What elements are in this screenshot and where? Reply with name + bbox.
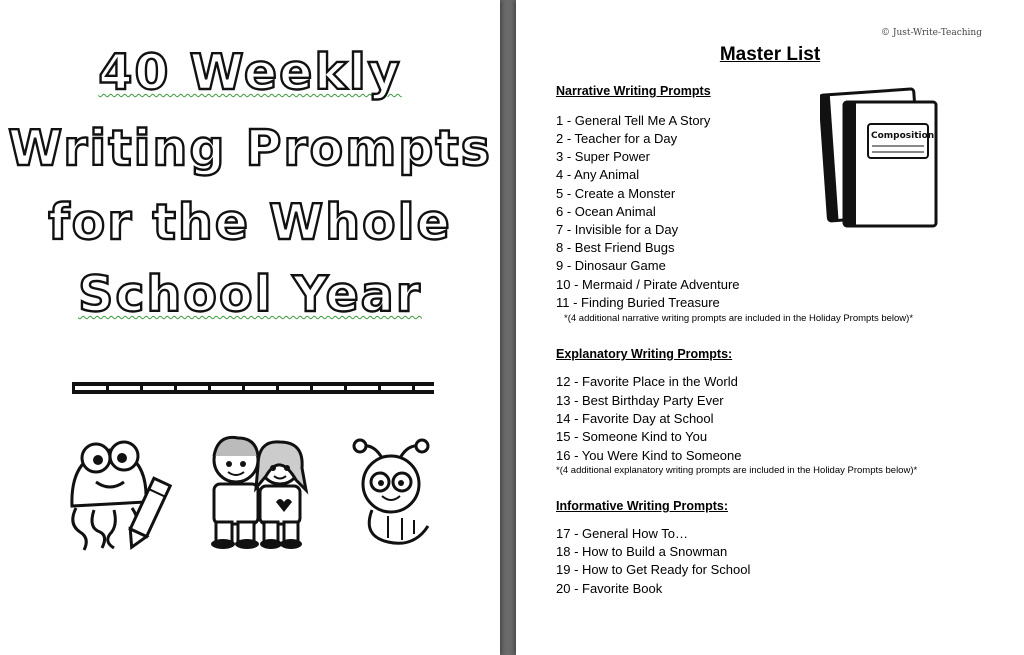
svg-text:Composition: Composition <box>871 131 935 141</box>
list-item: 14 - Favorite Day at School <box>556 411 714 426</box>
kids-clipart-icon <box>196 430 322 550</box>
title-line-2: Writing Prompts <box>8 120 492 177</box>
composition-notebook-icon <box>820 84 940 230</box>
list-item: 6 - Ocean Animal <box>556 204 656 219</box>
list-item: 5 - Create a Monster <box>556 186 676 201</box>
list-item: 16 - You Were Kind to Someone <box>556 448 742 463</box>
master-list-page <box>516 0 1024 655</box>
cover-page <box>0 0 500 655</box>
list-item: 18 - How to Build a Snowman <box>556 544 728 559</box>
list-item: 3 - Super Power <box>556 149 650 164</box>
list-item: 4 - Any Animal <box>556 167 640 182</box>
list-item: 7 - Invisible for a Day <box>556 222 679 237</box>
list-item: 15 - Someone Kind to You <box>556 429 708 444</box>
jellyfish-clipart-icon <box>62 436 174 554</box>
list-item: 10 - Mermaid / Pirate Adventure <box>556 277 740 292</box>
section-heading-explanatory: Explanatory Writing Prompts: <box>556 347 733 361</box>
list-item: 12 - Favorite Place in the World <box>556 374 738 389</box>
list-item: 2 - Teacher for a Day <box>556 131 678 146</box>
title-line-4: School Year <box>78 266 422 323</box>
list-item: 20 - Favorite Book <box>556 581 663 596</box>
section-heading-informative: Informative Writing Prompts: <box>556 499 729 513</box>
list-item: 9 - Dinosaur Game <box>556 258 666 273</box>
list-item: 13 - Best Birthday Party Ever <box>556 393 724 408</box>
list-item: 11 - Finding Buried Treasure <box>556 295 720 310</box>
title-line-3: for the Whole <box>48 194 452 251</box>
section-heading-narrative: Narrative Writing Prompts <box>556 84 711 98</box>
section-note: *(4 additional narrative writing prompts are included in the Holiday Prompts below)* <box>564 313 914 324</box>
list-item: 8 - Best Friend Bugs <box>556 240 675 255</box>
list-item: 1 - General Tell Me A Story <box>556 113 711 128</box>
copyright-text: © Just-Write-Teaching <box>880 28 982 38</box>
title-line-1: 40 Weekly <box>98 44 402 101</box>
bookworm-clipart-icon <box>348 436 438 548</box>
list-item: 17 - General How To… <box>556 526 688 541</box>
section-note: *(4 additional explanatory writing prompts are included in the Holiday Prompts below)* <box>556 465 918 476</box>
list-item: 19 - How to Get Ready for School <box>556 562 751 577</box>
decorative-divider <box>72 382 434 394</box>
master-list-title: Master List <box>719 44 821 65</box>
